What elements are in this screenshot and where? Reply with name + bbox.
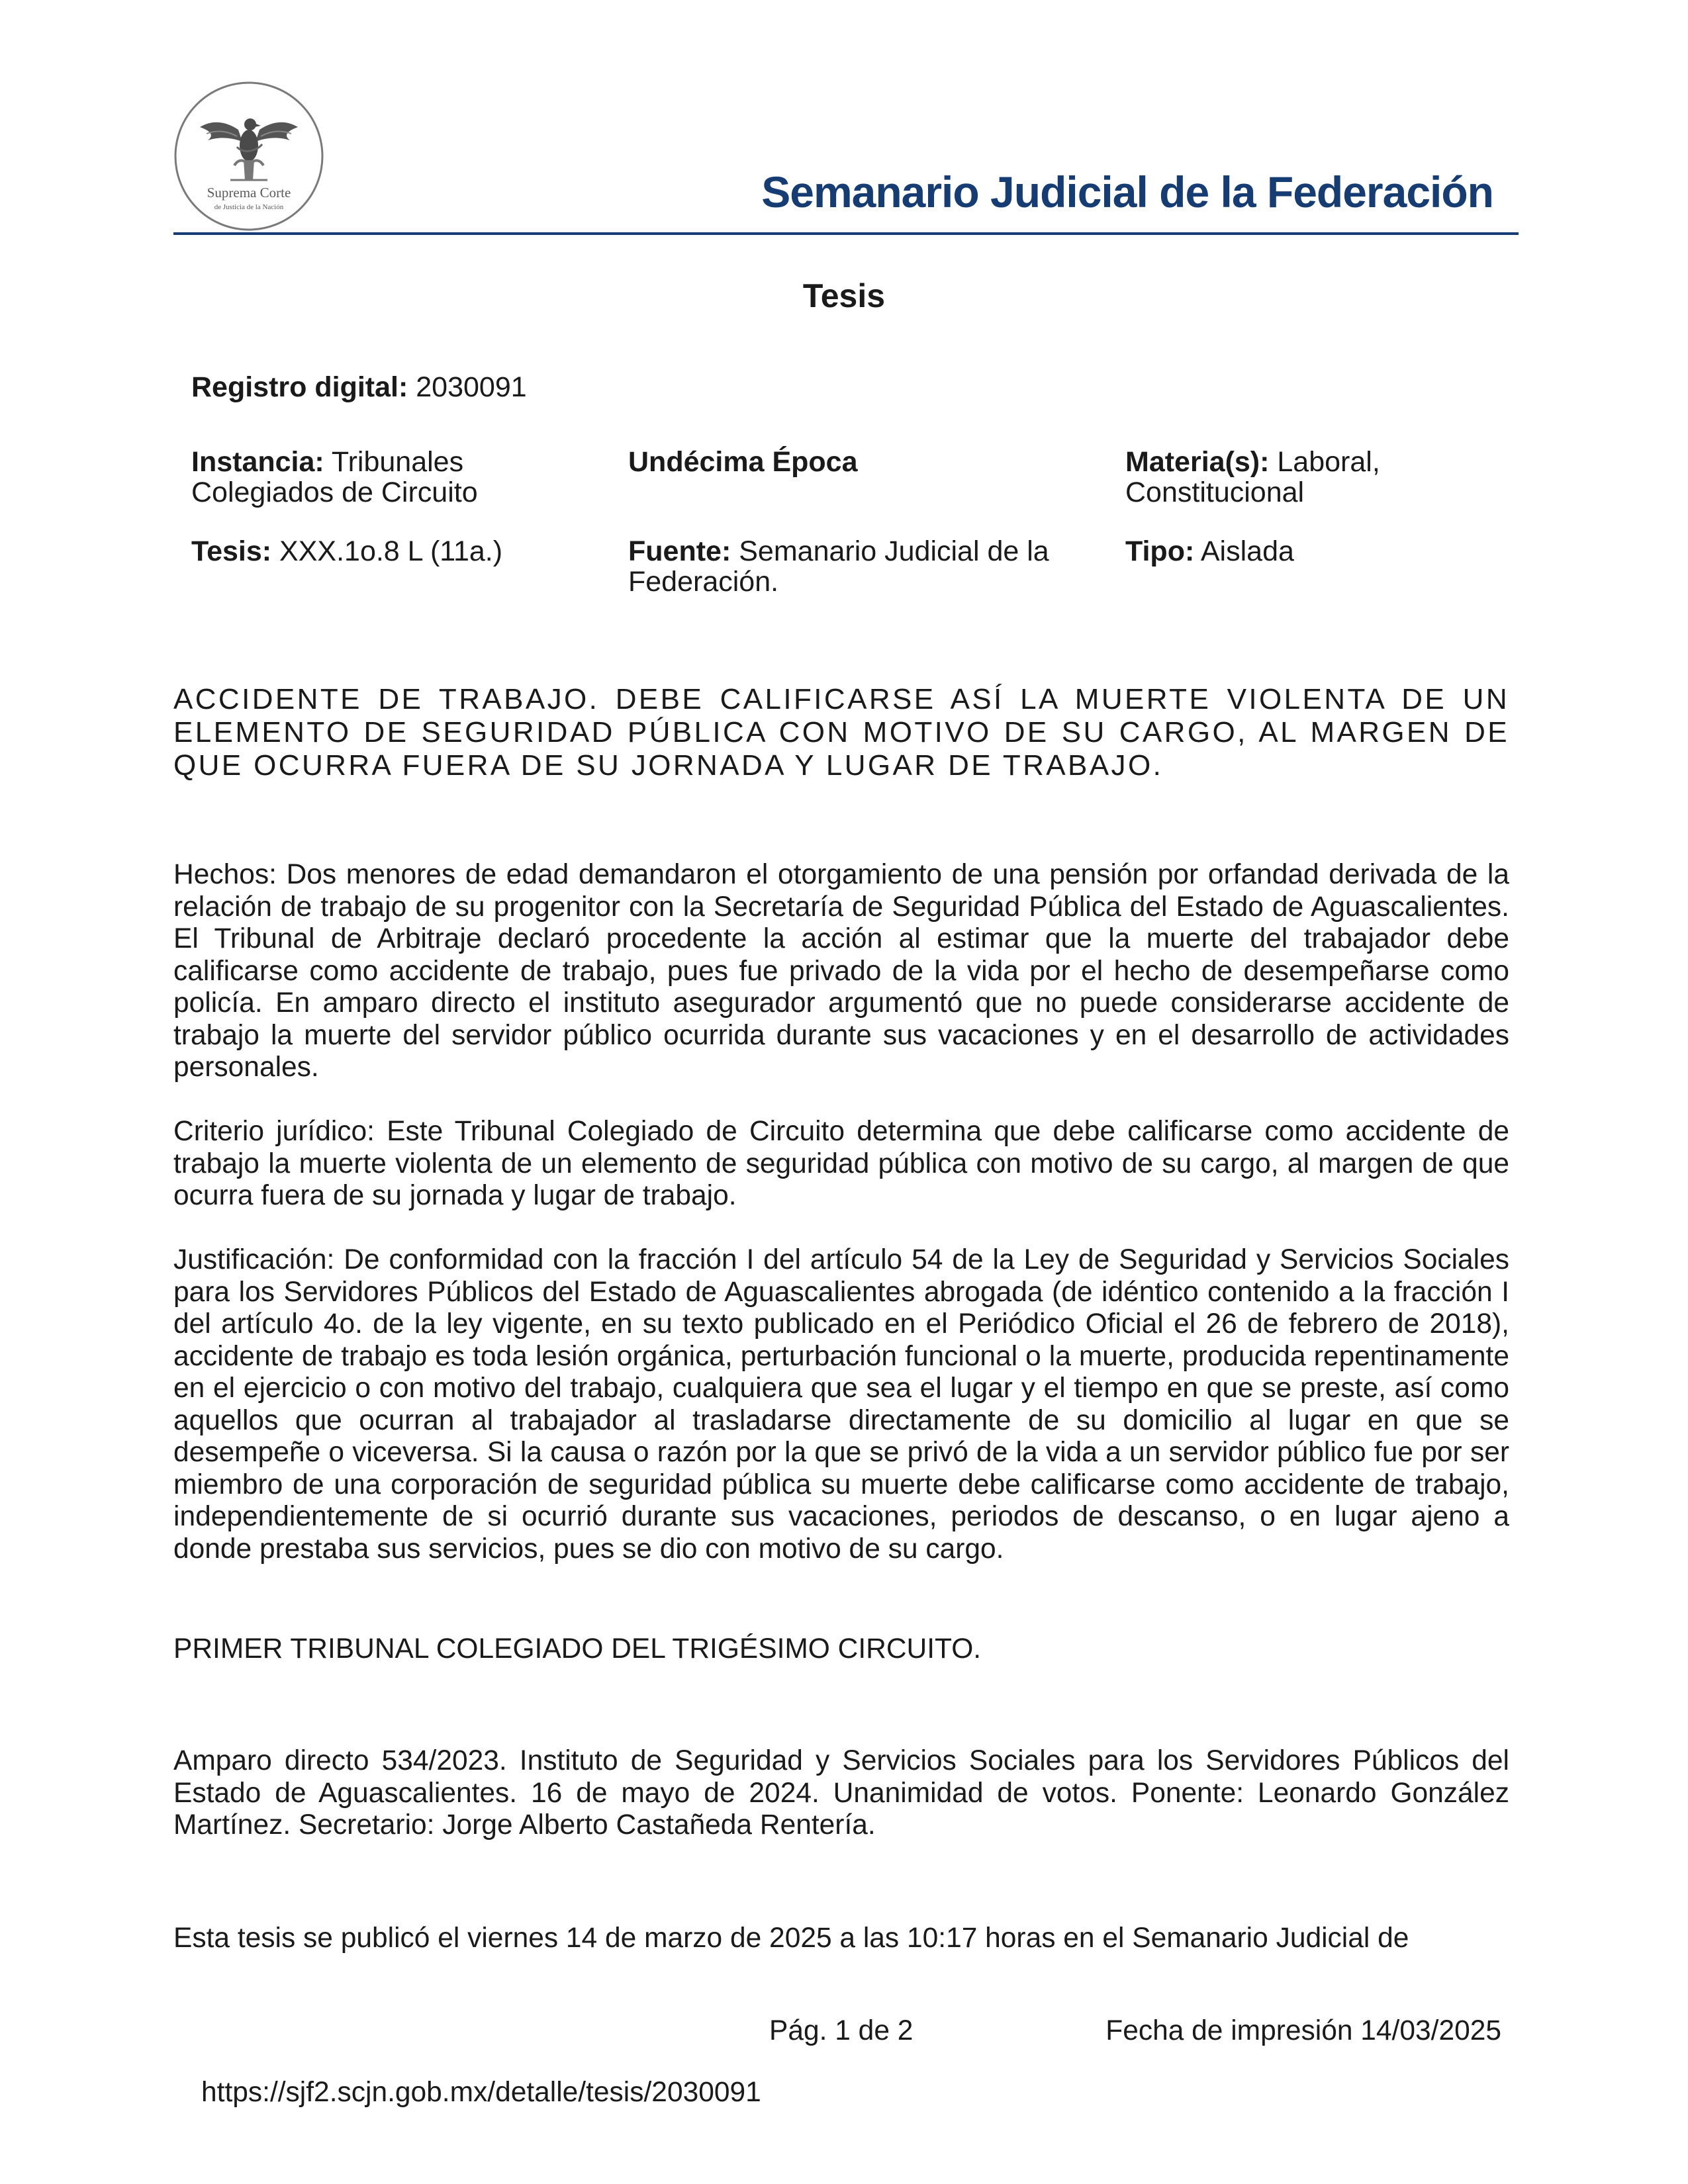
tipo-value: Aislada	[1200, 535, 1294, 567]
tipo-label: Tipo:	[1125, 535, 1195, 567]
hechos-paragraph: Hechos: Dos menores de edad demandaron el otorgamiento de una pensión por orfandad derivada de la relación de trabajo de su progenitor con la Secretaría de Seguridad Pública del Estado de Aguascalientes. El Tribunal de Arbitraje declaró procedente la acción al estimar que la muerte del trabajador debe calificarse como accidente de trabajo, pues fue privado de la vida por el hecho de desempeñarse como policía. En amparo directo el instituto asegurador argumentó que no puede considerarse accidente de trabajo la muerte del servidor público ocurrida durante sus vacaciones y en el desarrollo de actividades personales.	[173, 859, 1509, 1083]
precedente-paragraph: Amparo directo 534/2023. Instituto de Seguridad y Servicios Sociales para los Servidores Públicos del Estado de Aguascalientes. 16 de mayo de 2024. Unanimidad de votos. Ponente: Leonardo González Martínez. Secretario: Jorge Alberto Castañeda Rentería.	[173, 1745, 1509, 1841]
tesis-label: Tesis:	[191, 535, 272, 567]
materia-field	[1125, 447, 1496, 508]
scjn-seal-logo	[173, 81, 324, 232]
tesis-field	[191, 536, 575, 567]
epoca-value: Undécima Época	[628, 446, 858, 478]
document-type-heading: Tesis	[802, 277, 886, 314]
seal-text-line2: de Justicia de la Nación	[214, 203, 284, 211]
registro-digital	[191, 372, 527, 402]
page-number: Pág. 1 de 2	[769, 2015, 914, 2046]
justificacion-paragraph: Justificación: De conformidad con la fracción I del artículo 54 de la Ley de Seguridad y Servicios Sociales para los Servidores Públicos del Estado de Aguascalientes abrogada (de idéntico contenido a la fracción I del artículo 4o. de la ley vigente, en su texto publicado en el Periódico Oficial el 26 de febrero de 2018), accidente de trabajo es toda lesión orgánica, perturbación funcional o la muerte, producida repentinamente en el ejercicio o con motivo del trabajo, cualquiera que sea el lugar y el tiempo en que se preste, así como aquellos que ocurran al trabajador al trasladarse directamente de su domicilio al lugar en que se desempeñe o viceversa. Si la causa o razón por la que se privó de la vida a un servidor público fue por ser miembro de una corporación de seguridad pública su muerte debe calificarse como accidente de trabajo, independientemente de si ocurrió durante sus vacaciones, periodos de descanso, o en lugar ajeno a donde prestaba sus servicios, pues se dio con motivo de su cargo.	[173, 1244, 1509, 1565]
tipo-field	[1125, 536, 1496, 567]
print-date: Fecha de impresión 14/03/2025	[1105, 2015, 1501, 2046]
fuente-field	[628, 536, 1092, 597]
epoca-field	[628, 447, 1092, 477]
materia-label: Materia(s):	[1125, 446, 1270, 478]
registro-value: 2030091	[416, 371, 527, 403]
seal-text-line1: Suprema Corte	[207, 185, 291, 201]
instancia-value: Tribunales Colegiados de Circuito	[191, 446, 478, 508]
thesis-heading: ACCIDENTE DE TRABAJO. DEBE CALIFICARSE ASÍ LA MUERTE VIOLENTA DE UN ELEMENTO DE SEGURIDAD PÚBLICA CON MOTIVO DE SU CARGO, AL MARGEN DE QUE OCURRA FUERA DE SU JORNADA Y LUGAR DE TRABAJO.	[173, 683, 1509, 782]
eagle-seal-icon	[173, 81, 324, 232]
source-url: https://sjf2.scjn.gob.mx/detalle/tesis/2030091	[201, 2077, 761, 2108]
materia-value: Laboral, Constitucional	[1125, 446, 1380, 508]
tribunal-name: PRIMER TRIBUNAL COLEGIADO DEL TRIGÉSIMO CIRCUITO.	[173, 1633, 982, 1664]
publicacion-paragraph: Esta tesis se publicó el viernes 14 de marzo de 2025 a las 10:17 horas en el Semanario Judicial de	[173, 1923, 1409, 1954]
site-title: Semanario Judicial de la Federación	[761, 167, 1493, 216]
instancia-label: Instancia:	[191, 446, 324, 478]
fuente-label: Fuente:	[628, 535, 731, 567]
criterio-paragraph: Criterio jurídico: Este Tribunal Colegiado de Circuito determina que debe calificarse como accidente de trabajo la muerte violenta de un elemento de seguridad pública con motivo de su cargo, al margen de que ocurra fuera de su jornada y lugar de trabajo.	[173, 1116, 1509, 1211]
instancia-field	[191, 447, 575, 508]
tesis-value: XXX.1o.8 L (11a.)	[279, 535, 503, 567]
registro-label: Registro digital:	[191, 371, 408, 403]
fuente-value: Semanario Judicial de la Federación.	[628, 535, 1049, 598]
header-divider	[173, 232, 1519, 235]
